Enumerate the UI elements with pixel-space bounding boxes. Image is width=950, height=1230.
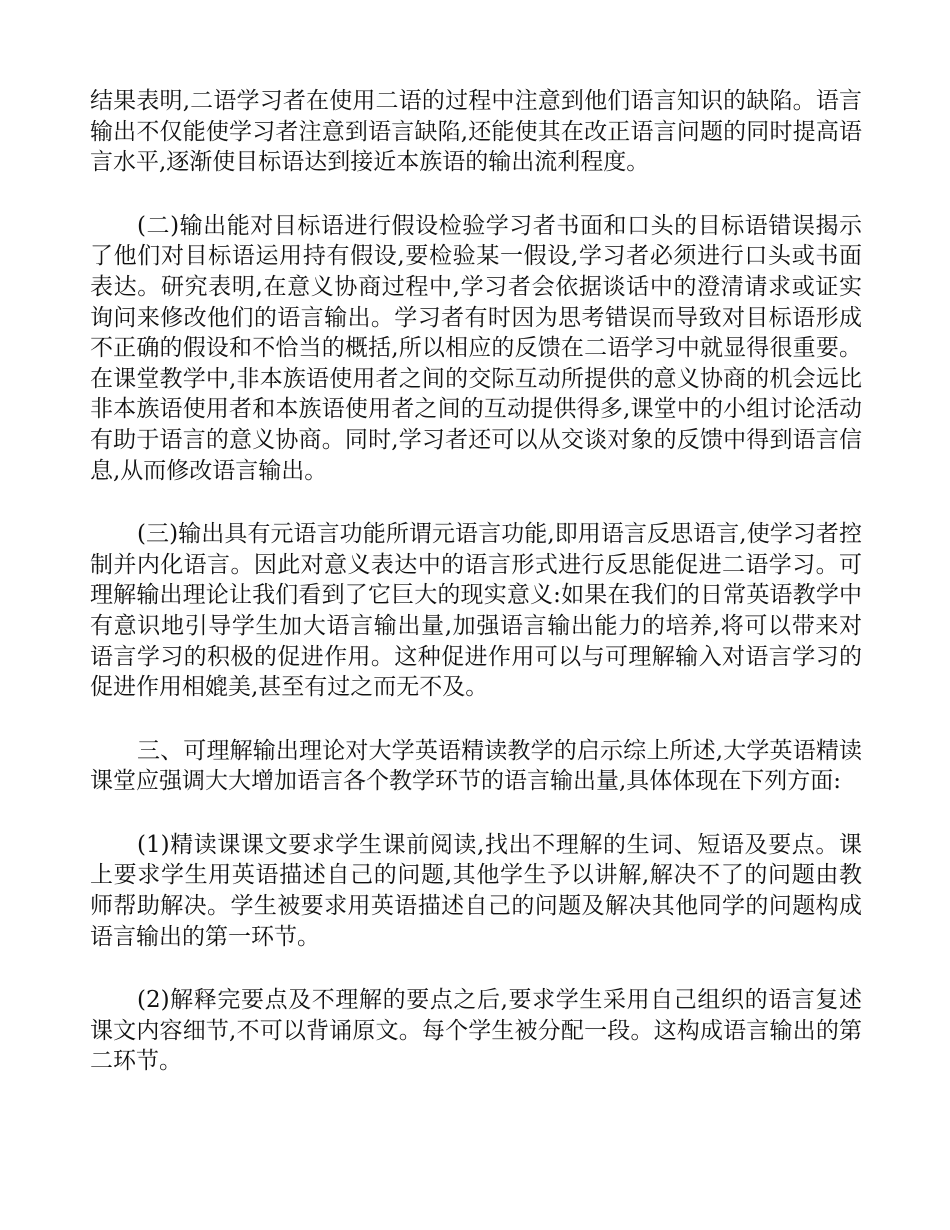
paragraph-metalinguistic-function: (三)输出具有元语言功能所谓元语言功能,即用语言反思语言,使学习者控制并内化语言。因此对意义表达中的语言形式进行反思能促进二语学习。可理解输出理论让我们看到了它巨大的现实意义:如果在我们的日常英语教学中有意识地引导学生加大语言输出量,加强语言输出能力的培养,将可以带来对语言学习的积极的促进作用。这种促进作用可以与可理解输入对语言学习的促进作用相媲美,甚至有过之而无不及。 bbox=[90, 521, 862, 701]
section-heading-three: 三、可理解输出理论对大学英语精读教学的启示综上所述,大学英语精读课堂应强调大大增加语言各个教学环节的语言输出量,具体体现在下列方面: bbox=[90, 737, 862, 795]
paragraph-continuation: 结果表明,二语学习者在使用二语的过程中注意到他们语言知识的缺陷。语言输出不仅能使学习者注意到语言缺陷,还能使其在改正语言问题的同时提高语言水平,逐渐使目标语达到接近本族语的输出流利程度。 bbox=[90, 88, 862, 176]
paragraph-hypothesis-testing: (二)输出能对目标语进行假设检验学习者书面和口头的目标语错误揭示了他们对目标语运用持有假设,要检验某一假设,学习者必须进行口头或书面表达。研究表明,在意义协商过程中,学习者会依据谈话中的澄清请求或证实询问来修改他们的语言输出。学习者有时因为思考错误而导致对目标语形成不正确的假设和不恰当的概括,所以相应的反馈在二语学习中就显得很重要。在课堂教学中,非本族语使用者之间的交际互动所提供的意义协商的机会远比非本族语使用者和本族语使用者之间的互动提供得多,课堂中的小组讨论活动有助于语言的意义协商。同时,学习者还可以从交谈对象的反馈中得到语言信息,从而修改语言输出。 bbox=[90, 212, 862, 484]
paragraph-item-1: (1)精读课课文要求学生课前阅读,找出不理解的生词、短语及要点。课上要求学生用英语描述自己的问题,其他学生予以讲解,解决不了的问题由教师帮助解决。学生被要求用英语描述自己的问题及解决其他同学的问题构成语言输出的第一环节。 bbox=[90, 831, 862, 950]
paragraph-item-2: (2)解释完要点及不理解的要点之后,要求学生采用自己组织的语言复述课文内容细节,不可以背诵原文。每个学生被分配一段。这构成语言输出的第二环节。 bbox=[90, 987, 862, 1075]
document-body bbox=[90, 86, 862, 1110]
